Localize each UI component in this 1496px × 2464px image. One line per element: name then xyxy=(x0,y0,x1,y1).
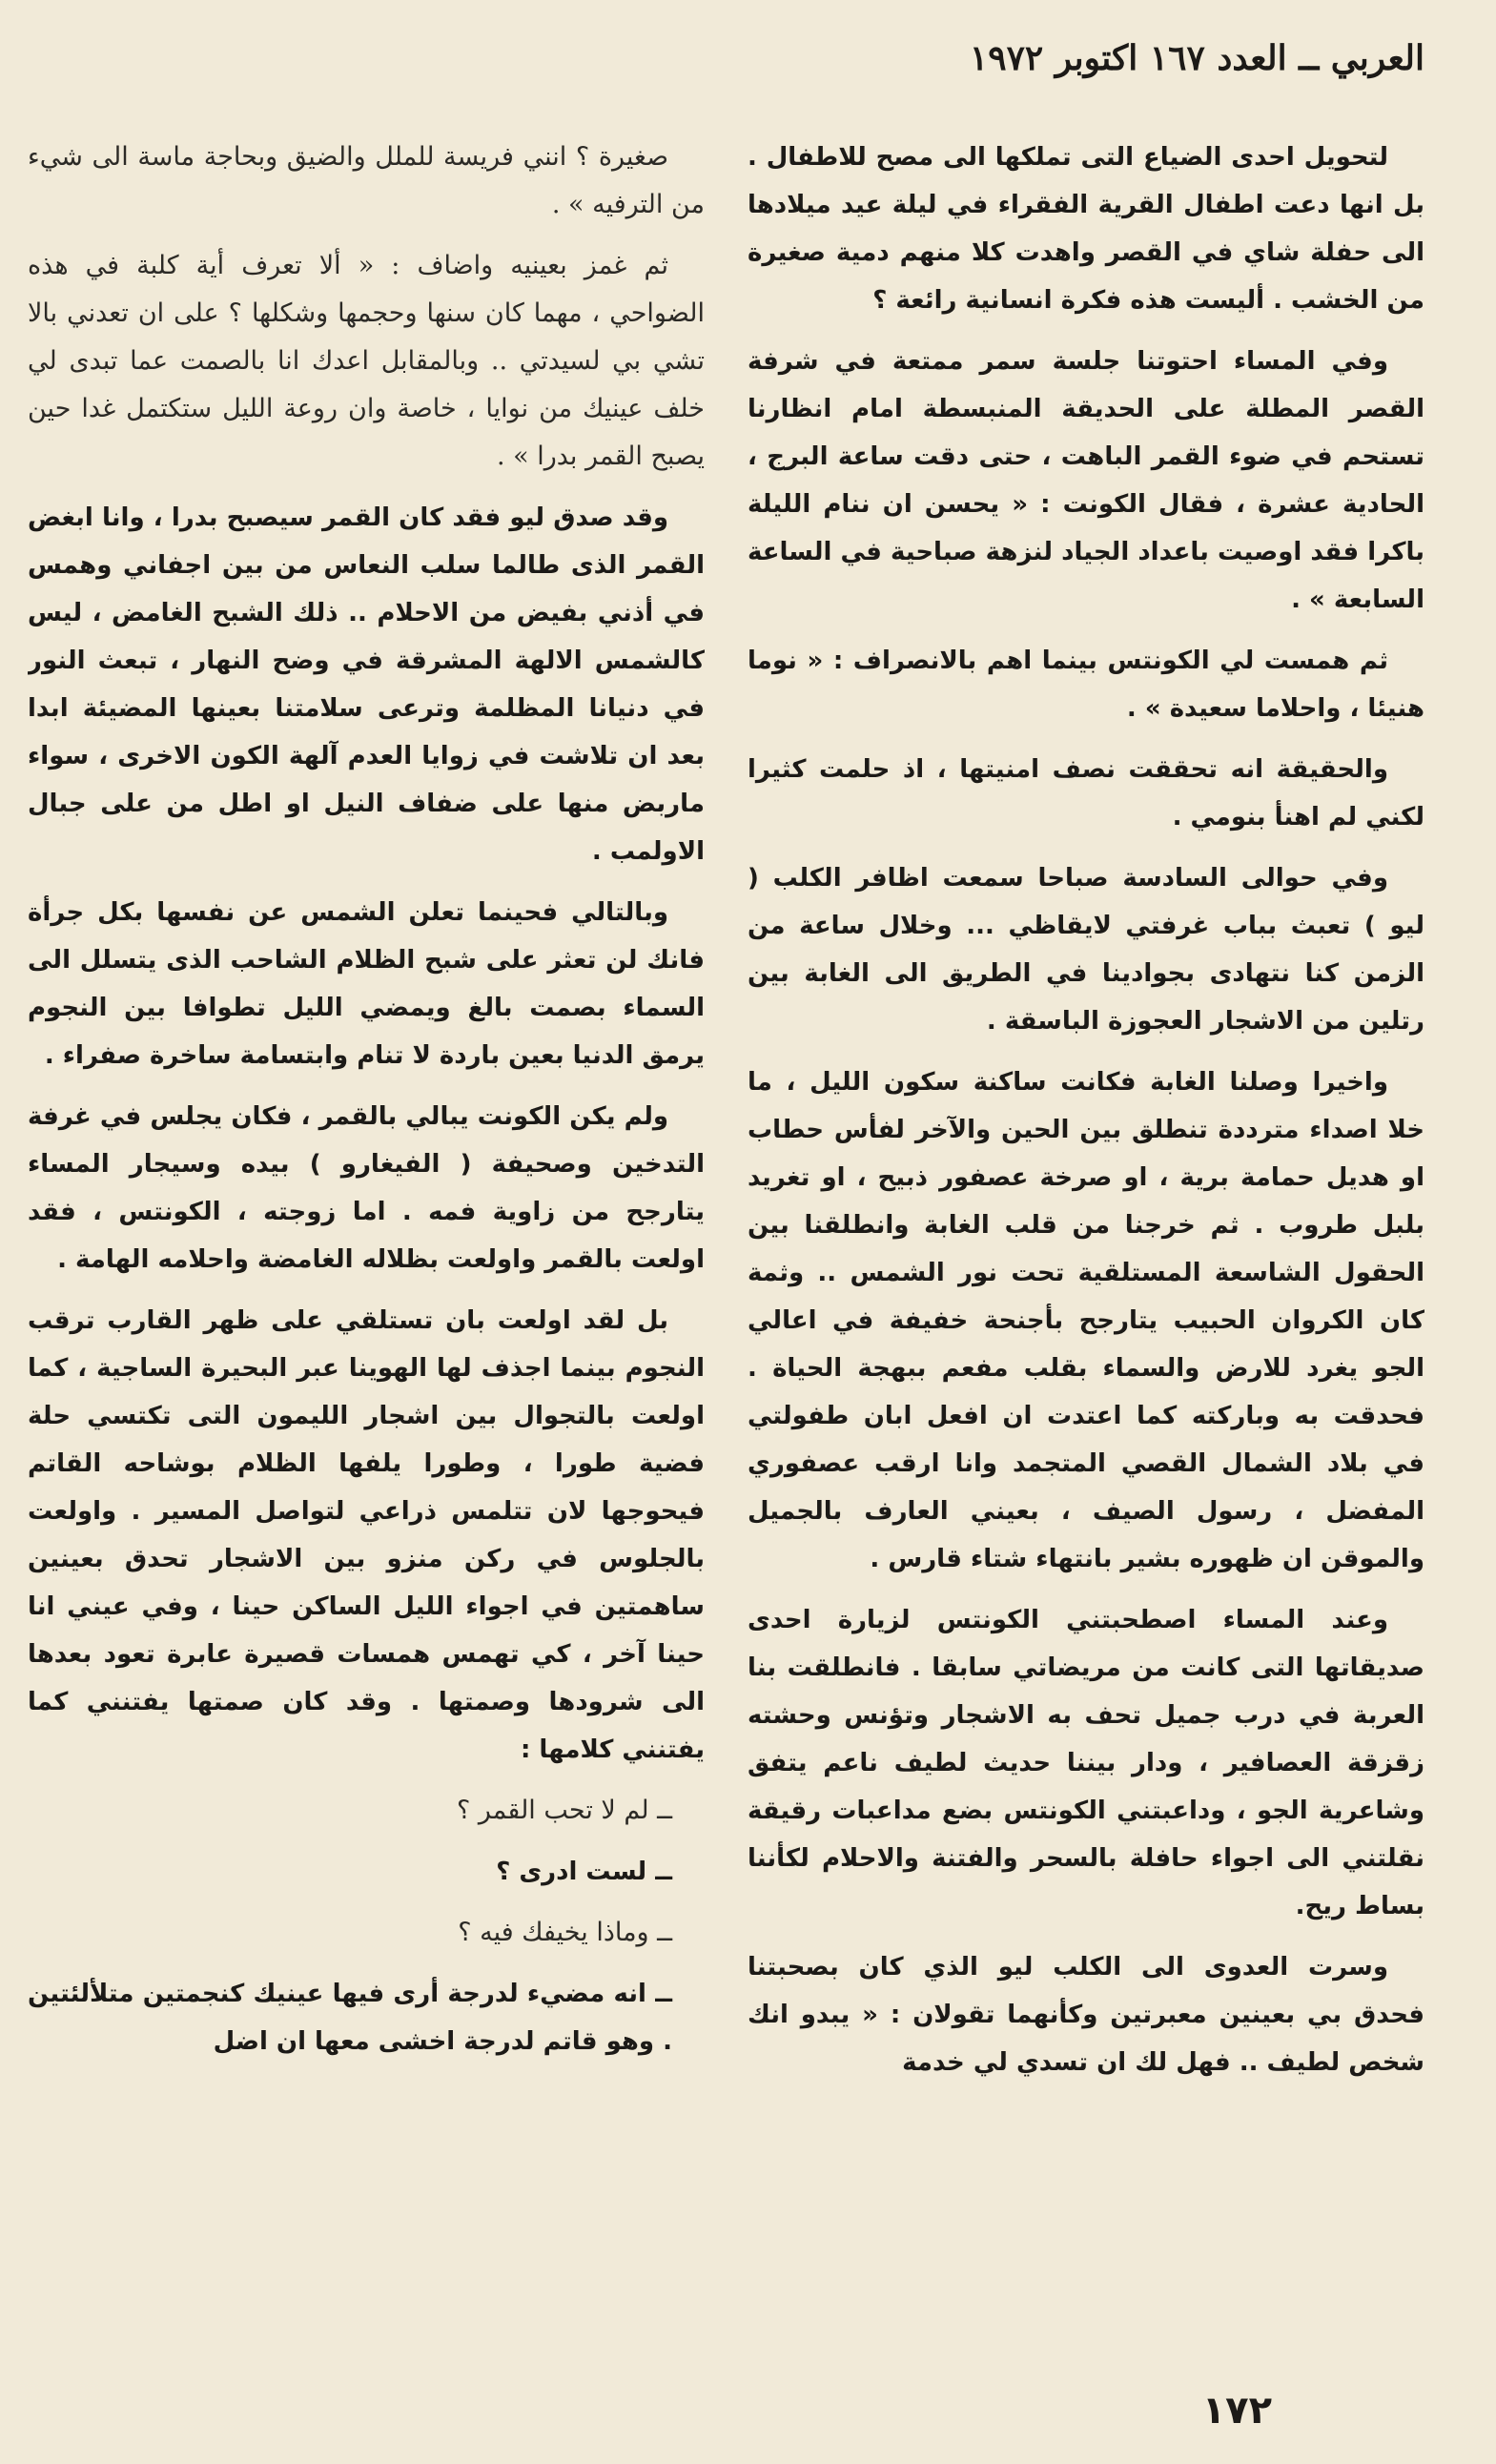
page-number: ١٧٢ xyxy=(1201,2389,1272,2433)
paragraph: واخيرا وصلنا الغابة فكانت ساكنة سكون الليل ، ما خلا اصداء مترددة تنطلق بين الحين والآخر لفأس حطاب او هديل حمامة برية ، او صرخة عصفور ذبيح ، او تغريد بلبل طروب . ثم خرجنا من قلب الغابة وانطلقنا بين الحقول الشاسعة المستلقية تحت نور الشمس .. وثمة كان الكروان الحبيب يتارجح بأجنحة خفيفة في اعالي الجو يغرد للارض والسماء بقلب مفعم ببهجة الحياة . فحدقت به وباركته كما اعتدت ان افعل ابان طفولتي في بلاد الشمال القصي المتجمد وانا ارقب عصفوري المفضل ، رسول الصيف ، بعيني العارف بالجميل والموقن ان ظهوره بشير بانتهاء شتاء قارس . xyxy=(748,1068,1424,1573)
dialogue-line: ــ انه مضيء لدرجة أرى فيها عينيك كنجمتين متلألئتين . وهو قاتم لدرجة اخشى معها ان اضل xyxy=(28,1980,672,2056)
paragraph: لتحويل احدى الضياع التى تملكها الى مصح للاطفال . بل انها دعت اطفال القرية الفقراء في ليلة عيد ميلادها الى حفلة شاي في القصر واهدت كلا منهم دمية صغيرة من الخشب . أليست هذه فكرة انسانية رائعة ؟ xyxy=(748,143,1424,315)
running-header: العربي ــ العدد ١٦٧ اكتوبر ١٩٧٢ xyxy=(969,38,1424,78)
paragraph: وقد صدق ليو فقد كان القمر سيصبح بدرا ، وانا ابغض القمر الذى طالما سلب النعاس من بين اجفاني وهمس في أذني بفيض من الاحلام .. ذلك الشبح الغامض ، ليس كالشمس الالهة المشرقة في وضح النهار ، تبعث النور في دنيانا المظلمة وترعى سلامتنا بعينها المضيئة ابدا بعد ان تلاشت في زوايا العدم آلهة الكون الاخرى ، سواء ماربض منها على ضفاف النيل او اطل من على جبال الاولمب . xyxy=(28,503,705,866)
paragraph: وفي المساء احتوتنا جلسة سمر ممتعة في شرفة القصر المطلة على الحديقة المنبسطة امام انظارنا تستحم في ضوء القمر الباهت ، حتى دقت ساعة البرج ، الحادية عشرة ، فقال الكونت : « يحسن ان ننام الليلة باكرا فقد اوصيت باعداد الجياد لنزهة صباحية في الساعة السابعة » . xyxy=(748,347,1424,614)
left-column xyxy=(28,133,705,2355)
paragraph: ولم يكن الكونت يبالي بالقمر ، فكان يجلس في غرفة التدخين وصحيفة ( الفيغارو ) بيده وسيجار المساء يتارجح من زاوية فمه . اما زوجته ، الكونتس ، فقد اولعت بالقمر واولعت بظلاله الغامضة واحلامه الهامة . xyxy=(28,1102,705,1274)
paragraph: والحقيقة انه تحققت نصف امنيتها ، اذ حلمت كثيرا لكني لم اهنأ بنومي . xyxy=(748,755,1424,832)
paragraph: ثم همست لي الكونتس بينما اهم بالانصراف : « نوما هنيئا ، واحلاما سعيدة » . xyxy=(748,647,1424,723)
dialogue-line: ــ لست ادرى ؟ xyxy=(496,1858,672,1886)
paragraph: صغيرة ؟ انني فريسة للملل والضيق وبحاجة ماسة الى شيء من الترفيه » . xyxy=(28,142,705,219)
dialogue-line: ــ وماذا يخيفك فيه ؟ xyxy=(458,1918,672,1947)
paragraph: ثم غمز بعينيه واضاف : « ألا تعرف أية كلبة في هذه الضواحي ، مهما كان سنها وحجمها وشكلها ؟ على ان تعدني بالا تشي بي لسيدتي .. وبالمقابل اعدك انا بالصمت عما تبدى لي خلف عينيك من نوايا ، خاصة وان روعة الليل ستكتمل غدا حين يصبح القمر بدرا » . xyxy=(28,251,705,471)
right-column xyxy=(748,133,1424,2355)
paragraph: وبالتالي فحينما تعلن الشمس عن نفسها بكل جرأة فانك لن تعثر على شبح الظلام الشاحب الذى يتسلل الى السماء بصمت بالغ ويمضي الليل تطوافا بين النجوم يرمق الدنيا بعين باردة لا تنام وابتسامة ساخرة صفراء . xyxy=(28,898,705,1070)
paragraph: بل لقد اولعت بان تستلقي على ظهر القارب ترقب النجوم بينما اجذف لها الهوينا عبر البحيرة الساجية ، كما اولعت بالتجوال بين اشجار الليمون التى تكتسي حلة فضية طورا ، وطورا يلفها الظلام بوشاحه القاتم فيحوجها لان تتلمس ذراعي لتواصل المسير . واولعت بالجلوس في ركن منزو بين الاشجار تحدق بعينين ساهمتين في اجواء الليل الساكن حينا ، وفي عيني انا حينا آخر ، كي تهمس همسات قصيرة عابرة تعود بعدها الى شرودها وصمتها . وقد كان صمتها يفتنني كما يفتنني كلامها : xyxy=(28,1306,705,1764)
dialogue-line: ــ لم لا تحب القمر ؟ xyxy=(456,1796,672,1825)
paragraph: وعند المساء اصطحبتني الكونتس لزيارة احدى صديقاتها التى كانت من مريضاتي سابقا . فانطلقت بنا العربة في درب جميل تحف به الاشجار وتؤنس وحشته زقزقة العصافير ، ودار بيننا حديث لطيف ناعم يتفق وشاعرية الجو ، وداعبتني الكونتس بضع مداعبات رقيقة نقلتني الى اجواء حافلة بالسحر والفتنة والاحلام لكأننا بساط ريح. xyxy=(748,1606,1424,1920)
paragraph: وفي حوالى السادسة صباحا سمعت اظافر الكلب ( ليو ) تعبث بباب غرفتي لايقاظي ... وخلال ساعة من الزمن كنا نتهادى بجوادينا في الطريق الى الغابة بين رتلين من الاشجار العجوزة الباسقة . xyxy=(748,864,1424,1036)
paragraph: وسرت العدوى الى الكلب ليو الذي كان بصحبتنا فحدق بي بعينين معبرتين وكأنهما تقولان : « يبدو انك شخص لطيف .. فهل لك ان تسدي لي خدمة xyxy=(748,1953,1424,2077)
